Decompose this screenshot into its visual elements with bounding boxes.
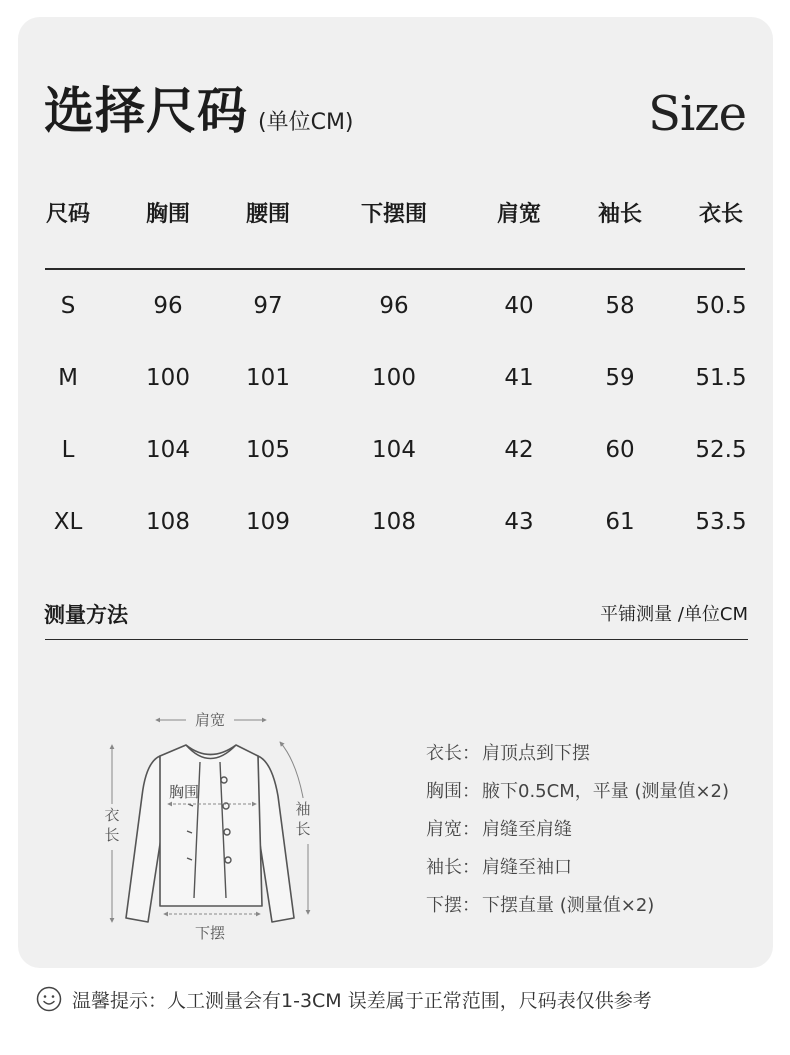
table-row	[0, 433, 790, 467]
table-cell: 60	[605, 437, 635, 463]
table-row	[0, 289, 790, 323]
jacket-outline	[126, 745, 294, 922]
table-cell: 100	[146, 365, 190, 391]
note-key: 胸围：	[426, 781, 480, 802]
hem-label: 下摆	[194, 924, 226, 942]
table-row	[0, 361, 790, 395]
table-cell: L	[61, 437, 75, 463]
table-cell: 41	[504, 365, 534, 391]
table-cell: M	[58, 365, 78, 391]
length-label-2: 长	[104, 826, 120, 844]
note-value: 肩顶点到下摆	[482, 743, 590, 764]
smiley-icon	[36, 986, 62, 1012]
header-chest: 胸围	[145, 202, 191, 227]
header-shoulder: 肩宽	[496, 202, 542, 227]
sleeve-label-1: 袖	[295, 800, 311, 818]
table-cell: 101	[246, 365, 290, 391]
note-shoulder	[426, 811, 729, 849]
note-key: 袖长：	[426, 857, 480, 878]
note-sleeve	[426, 849, 729, 887]
length-label-1: 衣	[104, 806, 120, 824]
tip-text: 温馨提示：人工测量会有1-3CM 误差属于正常范围，尺码表仅供参考	[72, 989, 652, 1012]
method-title: 测量方法	[44, 603, 128, 627]
header-size: 尺码	[45, 202, 91, 227]
table-cell: 53.5	[695, 509, 747, 535]
table-cell: S	[60, 293, 76, 319]
table-cell: 105	[246, 437, 290, 463]
table-cell: 50.5	[695, 293, 747, 319]
table-cell: 58	[605, 293, 635, 319]
note-chest	[426, 773, 729, 811]
note-key: 肩宽：	[426, 819, 480, 840]
table-cell: XL	[53, 509, 83, 535]
shoulder-label: 肩宽	[194, 711, 226, 729]
table-cell: 109	[246, 509, 290, 535]
measurement-notes	[426, 735, 729, 925]
table-row	[0, 505, 790, 539]
table-header	[0, 198, 790, 232]
page-title: 选择尺码	[44, 82, 248, 140]
header-hem: 下摆围	[360, 202, 428, 227]
chest-label: 胸围	[168, 783, 200, 801]
note-value: 下摆直量 (测量值×2)	[482, 895, 655, 916]
table-cell: 96	[153, 293, 183, 319]
header-length: 衣长	[698, 202, 744, 227]
table-cell: 97	[253, 293, 283, 319]
note-hem	[426, 887, 729, 925]
note-length	[426, 735, 729, 773]
tip-bar	[36, 984, 652, 1014]
note-key: 衣长：	[426, 743, 480, 764]
method-divider	[45, 639, 748, 640]
jacket-diagram	[90, 700, 330, 950]
table-cell: 104	[146, 437, 190, 463]
note-value: 肩缝至肩缝	[482, 819, 572, 840]
header-divider	[45, 268, 745, 270]
table-cell: 100	[372, 365, 416, 391]
table-cell: 61	[605, 509, 635, 535]
sleeve-label-2: 长	[295, 820, 311, 838]
header-sleeve: 袖长	[597, 202, 643, 227]
table-cell: 108	[146, 509, 190, 535]
table-cell: 42	[504, 437, 534, 463]
table-cell: 43	[504, 509, 534, 535]
table-cell: 59	[605, 365, 635, 391]
table-cell: 104	[372, 437, 416, 463]
size-wordmark: Size	[648, 86, 746, 142]
note-value: 肩缝至袖口	[482, 857, 572, 878]
method-unit: 平铺测量 /单位CM	[600, 604, 748, 625]
table-cell: 96	[379, 293, 409, 319]
table-cell: 108	[372, 509, 416, 535]
note-key: 下摆：	[426, 895, 480, 916]
note-value: 腋下0.5CM，平量 (测量值×2)	[482, 781, 730, 802]
title-unit: (单位CM)	[258, 110, 354, 135]
table-cell: 52.5	[695, 437, 747, 463]
header-waist: 腰围	[245, 202, 291, 227]
table-cell: 40	[504, 293, 534, 319]
table-cell: 51.5	[695, 365, 747, 391]
